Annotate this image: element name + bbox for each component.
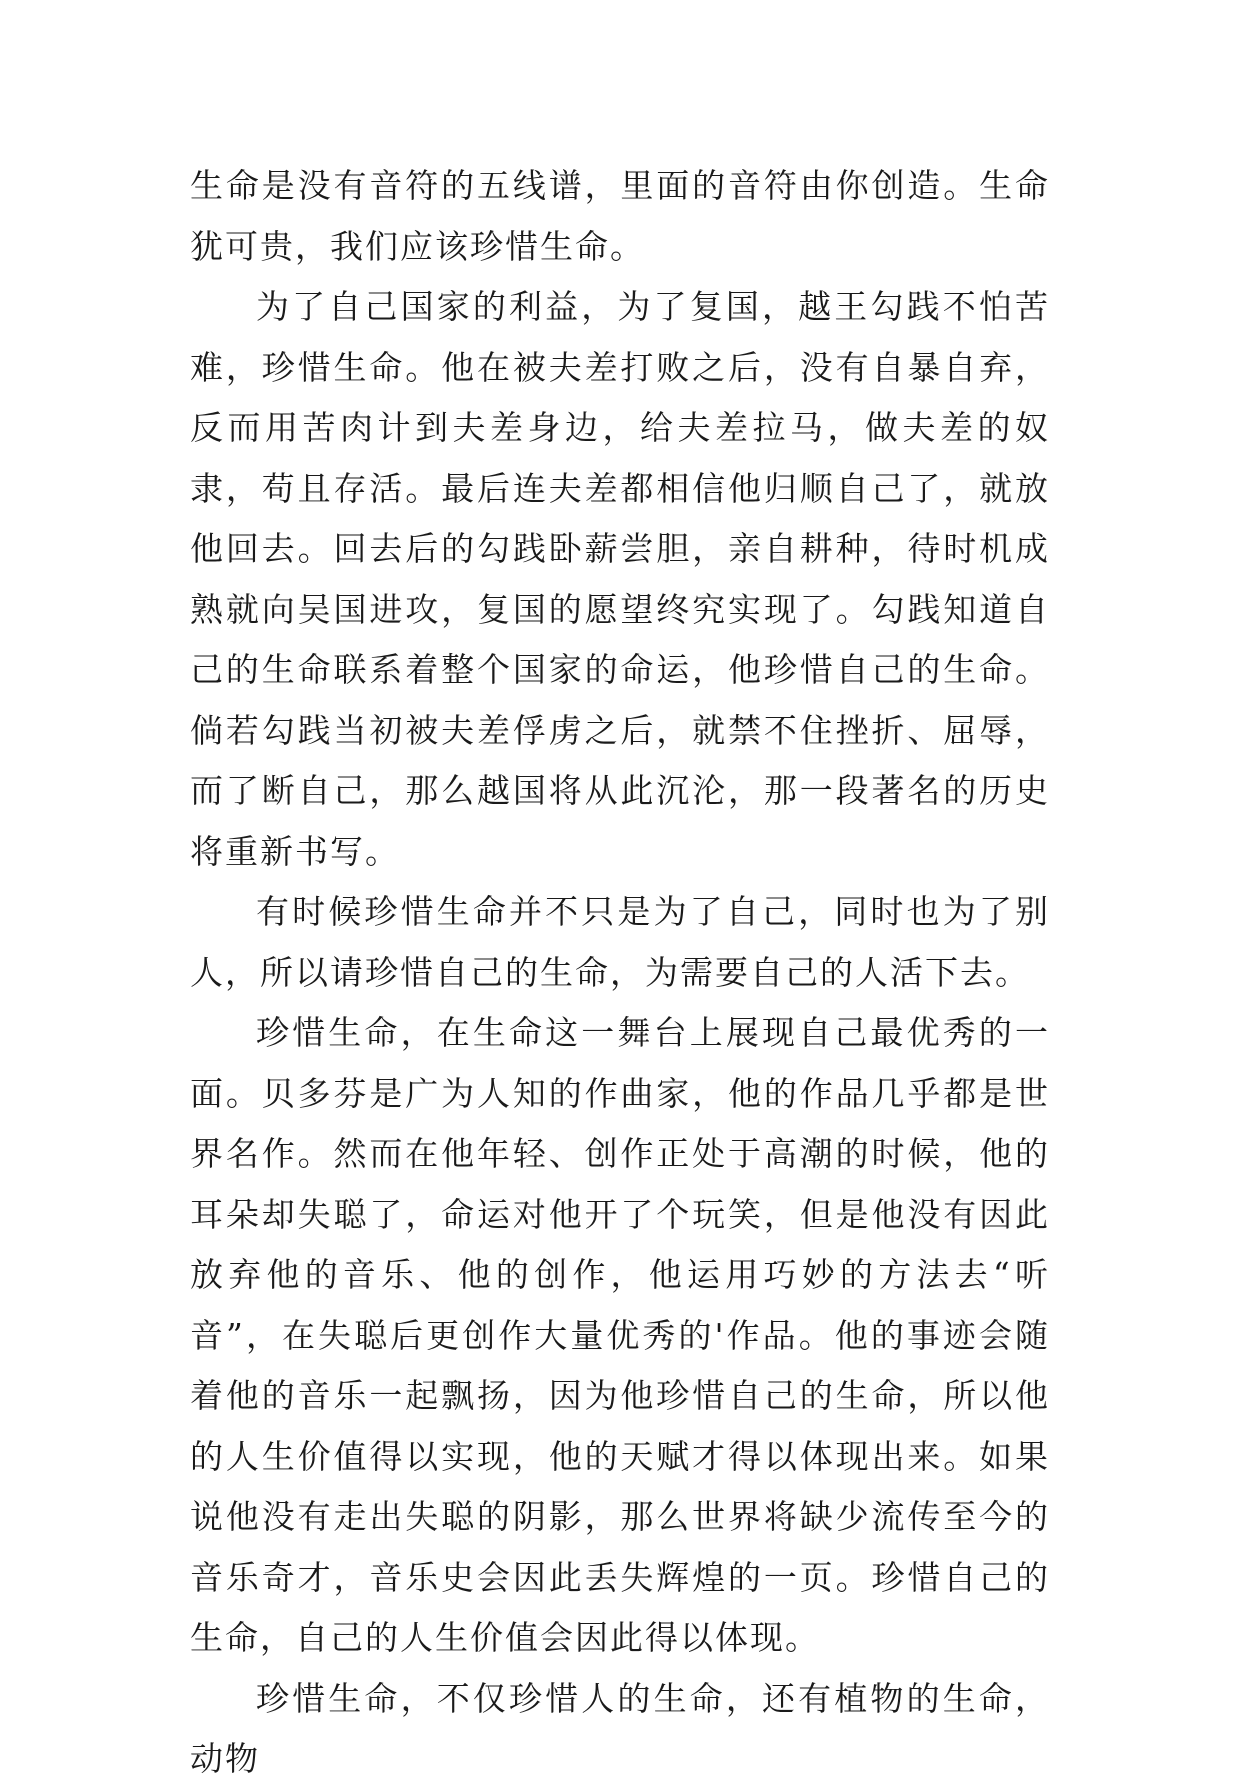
article-body (190, 156, 1050, 1790)
paragraph-5: 珍惜生命，不仅珍惜人的生命，还有植物的生命，动物 (190, 1678, 1050, 1778)
paragraph-1: 生命是没有音符的五线谱，里面的音符由你创造。生命犹可贵，我们应该珍惜生命。 (190, 166, 1050, 266)
paragraph-2: 为了自己国家的利益，为了复国，越王勾践不怕苦难，珍惜生命。他在被夫差打败之后，没有自暴自弃，反而用苦肉计到夫差身边，给夫差拉马，做夫差的奴隶，苟且存活。最后连夫差都相信他归顺自己了，就放他回去。回去后的勾践卧薪尝胆，亲自耕种，待时机成熟就向吴国进攻，复国的愿望终究实现了。勾践知道自己的生命联系着整个国家的命运，他珍惜自己的生命。倘若勾践当初被夫差俘虏之后，就禁不住挫折、屈辱，而了断自己，那么越国将从此沉沦，那一段著名的历史将重新书写。 (190, 287, 1050, 871)
paragraph-4: 珍惜生命，在生命这一舞台上展现自己最优秀的一面。贝多芬是广为人知的作曲家，他的作品几乎都是世界名作。然而在他年轻、创作正处于高潮的时候，他的耳朵却失聪了，命运对他开了个玩笑，但是他没有因此放弃他的音乐、他的创作，他运用巧妙的方法去“听音”，在失聪后更创作大量优秀的'作品。他的事迹会随着他的音乐一起飘扬，因为他珍惜自己的生命，所以他的人生价值得以实现，他的天赋才得以体现出来。如果说他没有走出失聪的阴影，那么世界将缺少流传至今的音乐奇才，音乐史会因此丢失辉煌的一页。珍惜自己的生命，自己的人生价值会因此得以体现。 (190, 1013, 1050, 1657)
paragraph-3: 有时候珍惜生命并不只是为了自己，同时也为了别人，所以请珍惜自己的生命，为需要自己的人活下去。 (190, 892, 1050, 992)
